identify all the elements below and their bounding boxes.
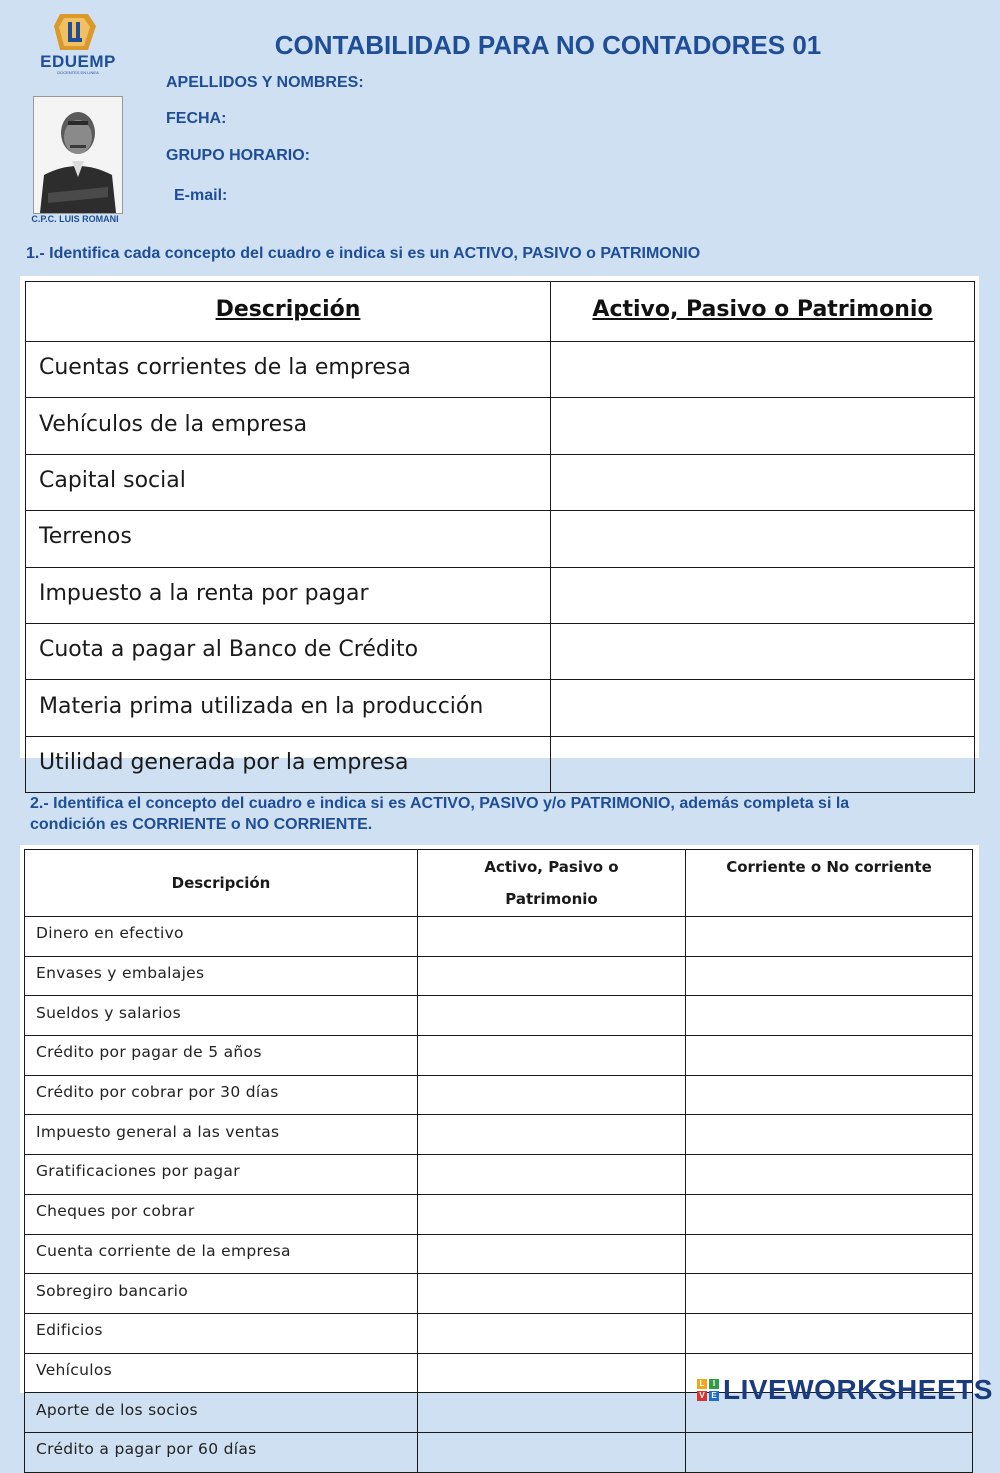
table-row	[25, 1432, 973, 1472]
section2-instruction-line2: condición es CORRIENTE o NO CORRIENTE.	[30, 816, 373, 833]
liveworksheets-brand	[697, 1374, 993, 1406]
section1-table-card	[20, 276, 979, 775]
row-description: Capital social	[26, 454, 551, 510]
answer-cell[interactable]	[551, 736, 975, 792]
table-row	[26, 398, 975, 454]
row-description: Sueldos y salarios	[25, 996, 418, 1036]
table-row	[26, 623, 975, 679]
table-row	[25, 917, 973, 957]
table-row	[25, 996, 973, 1036]
answer-cell-condition[interactable]	[686, 1115, 973, 1155]
answer-cell-classification[interactable]	[418, 1155, 686, 1195]
section2-instruction	[30, 793, 849, 835]
table-row	[25, 1075, 973, 1115]
row-description: Vehículos de la empresa	[26, 398, 551, 454]
page-title: CONTABILIDAD PARA NO CONTADORES 01	[274, 30, 822, 60]
row-description: Utilidad generada por la empresa	[26, 736, 551, 792]
row-description: Edificios	[25, 1313, 418, 1353]
table-row	[26, 736, 975, 792]
column-header-description: Descripción	[25, 850, 418, 917]
answer-cell[interactable]	[551, 623, 975, 679]
answer-cell[interactable]	[551, 454, 975, 510]
column-header-classification-line2: Patrimonio	[505, 890, 598, 908]
answer-cell-classification[interactable]	[418, 1115, 686, 1155]
date-label: FECHA:	[166, 110, 227, 127]
column-header-classification-line1: Activo, Pasivo o	[484, 858, 619, 876]
logo-text: EDUEMP	[40, 52, 116, 71]
row-description: Impuesto general a las ventas	[25, 1115, 418, 1155]
brand-letter-e: E	[709, 1391, 719, 1401]
answer-cell-condition[interactable]	[686, 1313, 973, 1353]
answer-cell-classification[interactable]	[418, 956, 686, 996]
row-description: Envases y embalajes	[25, 956, 418, 996]
table-row	[25, 956, 973, 996]
answer-cell-classification[interactable]	[418, 1313, 686, 1353]
answer-cell-condition[interactable]	[686, 917, 973, 957]
group-label: GRUPO HORARIO:	[166, 147, 310, 164]
section2-table-card	[20, 845, 979, 1459]
section2-instruction-line1: 2.- Identifica el concepto del cuadro e indica si es ACTIVO, PASIVO y/o PATRIMONIO, además completa si la	[30, 795, 850, 812]
table-header-row	[26, 282, 975, 342]
answer-cell-classification[interactable]	[418, 1393, 686, 1433]
answer-cell-condition[interactable]	[686, 1274, 973, 1314]
row-description: Cuentas corrientes de la empresa	[26, 342, 551, 398]
row-description: Gratificaciones por pagar	[25, 1155, 418, 1195]
column-header-classification: Activo, Pasivo o Patrimonio	[551, 282, 975, 342]
answer-cell-condition[interactable]	[686, 1432, 973, 1472]
row-description: Crédito por pagar de 5 años	[25, 1036, 418, 1076]
table-row	[25, 1036, 973, 1076]
table-row	[25, 1155, 973, 1195]
person-portrait-icon	[34, 97, 122, 213]
email-label: E-mail:	[174, 187, 228, 204]
table-row	[25, 1194, 973, 1234]
answer-cell[interactable]	[551, 398, 975, 454]
row-description: Terrenos	[26, 511, 551, 567]
answer-cell[interactable]	[551, 511, 975, 567]
answer-cell-classification[interactable]	[418, 1234, 686, 1274]
brand-letter-v: V	[697, 1391, 707, 1401]
row-description: Crédito a pagar por 60 días	[25, 1432, 418, 1472]
table-row	[25, 1274, 973, 1314]
table-row	[26, 567, 975, 623]
answer-cell-condition[interactable]	[686, 1155, 973, 1195]
answer-cell[interactable]	[551, 342, 975, 398]
row-description: Aporte de los socios	[25, 1393, 418, 1433]
answer-cell[interactable]	[551, 567, 975, 623]
column-header-description: Descripción	[26, 282, 551, 342]
photo-caption: C.P.C. LUIS ROMANI	[31, 214, 119, 224]
answer-cell-condition[interactable]	[686, 1194, 973, 1234]
answer-cell-classification[interactable]	[418, 1194, 686, 1234]
table-row	[25, 1115, 973, 1155]
table-row	[26, 454, 975, 510]
row-description: Crédito por cobrar por 30 días	[25, 1075, 418, 1115]
liveworksheets-logo-icon	[697, 1379, 719, 1401]
brand-letter-i: I	[709, 1379, 719, 1389]
answer-cell-classification[interactable]	[418, 1432, 686, 1472]
answer-cell-classification[interactable]	[418, 1036, 686, 1076]
answer-cell-condition[interactable]	[686, 1075, 973, 1115]
table-row	[25, 1234, 973, 1274]
row-description: Cuenta corriente de la empresa	[25, 1234, 418, 1274]
row-description: Sobregiro bancario	[25, 1274, 418, 1314]
logo-emblem-icon	[30, 12, 126, 56]
table-row	[26, 511, 975, 567]
table-header-row	[25, 850, 973, 917]
names-label: APELLIDOS Y NOMBRES:	[166, 74, 364, 91]
answer-cell[interactable]	[551, 680, 975, 736]
row-description: Cheques por cobrar	[25, 1194, 418, 1234]
section1-instruction: 1.- Identifica cada concepto del cuadro e indica si es un ACTIVO, PASIVO o PATRIMONIO	[26, 245, 701, 262]
section1-table	[25, 281, 975, 793]
table-row	[26, 680, 975, 736]
answer-cell-classification[interactable]	[418, 1353, 686, 1393]
column-header-classification	[418, 850, 686, 917]
answer-cell-condition[interactable]	[686, 1036, 973, 1076]
row-description: Materia prima utilizada en la producción	[26, 680, 551, 736]
row-description: Impuesto a la renta por pagar	[26, 567, 551, 623]
author-photo	[33, 96, 123, 214]
row-description: Vehículos	[25, 1353, 418, 1393]
brand-text: LIVEWORKSHEETS	[723, 1374, 993, 1405]
answer-cell-condition[interactable]	[686, 1234, 973, 1274]
eduemp-logo	[30, 12, 126, 76]
brand-letter-l: L	[697, 1379, 707, 1389]
table-row	[25, 1313, 973, 1353]
answer-cell-classification[interactable]	[418, 917, 686, 957]
row-description: Cuota a pagar al Banco de Crédito	[26, 623, 551, 679]
logo-tagline: DOCENTES EN LINEA	[57, 70, 99, 75]
answer-cell-condition[interactable]	[686, 956, 973, 996]
table-row	[26, 342, 975, 398]
answer-cell-classification[interactable]	[418, 1075, 686, 1115]
row-description: Dinero en efectivo	[25, 917, 418, 957]
column-header-condition: Corriente o No corriente	[686, 850, 973, 917]
answer-cell-classification[interactable]	[418, 1274, 686, 1314]
answer-cell-condition[interactable]	[686, 996, 973, 1036]
answer-cell-classification[interactable]	[418, 996, 686, 1036]
